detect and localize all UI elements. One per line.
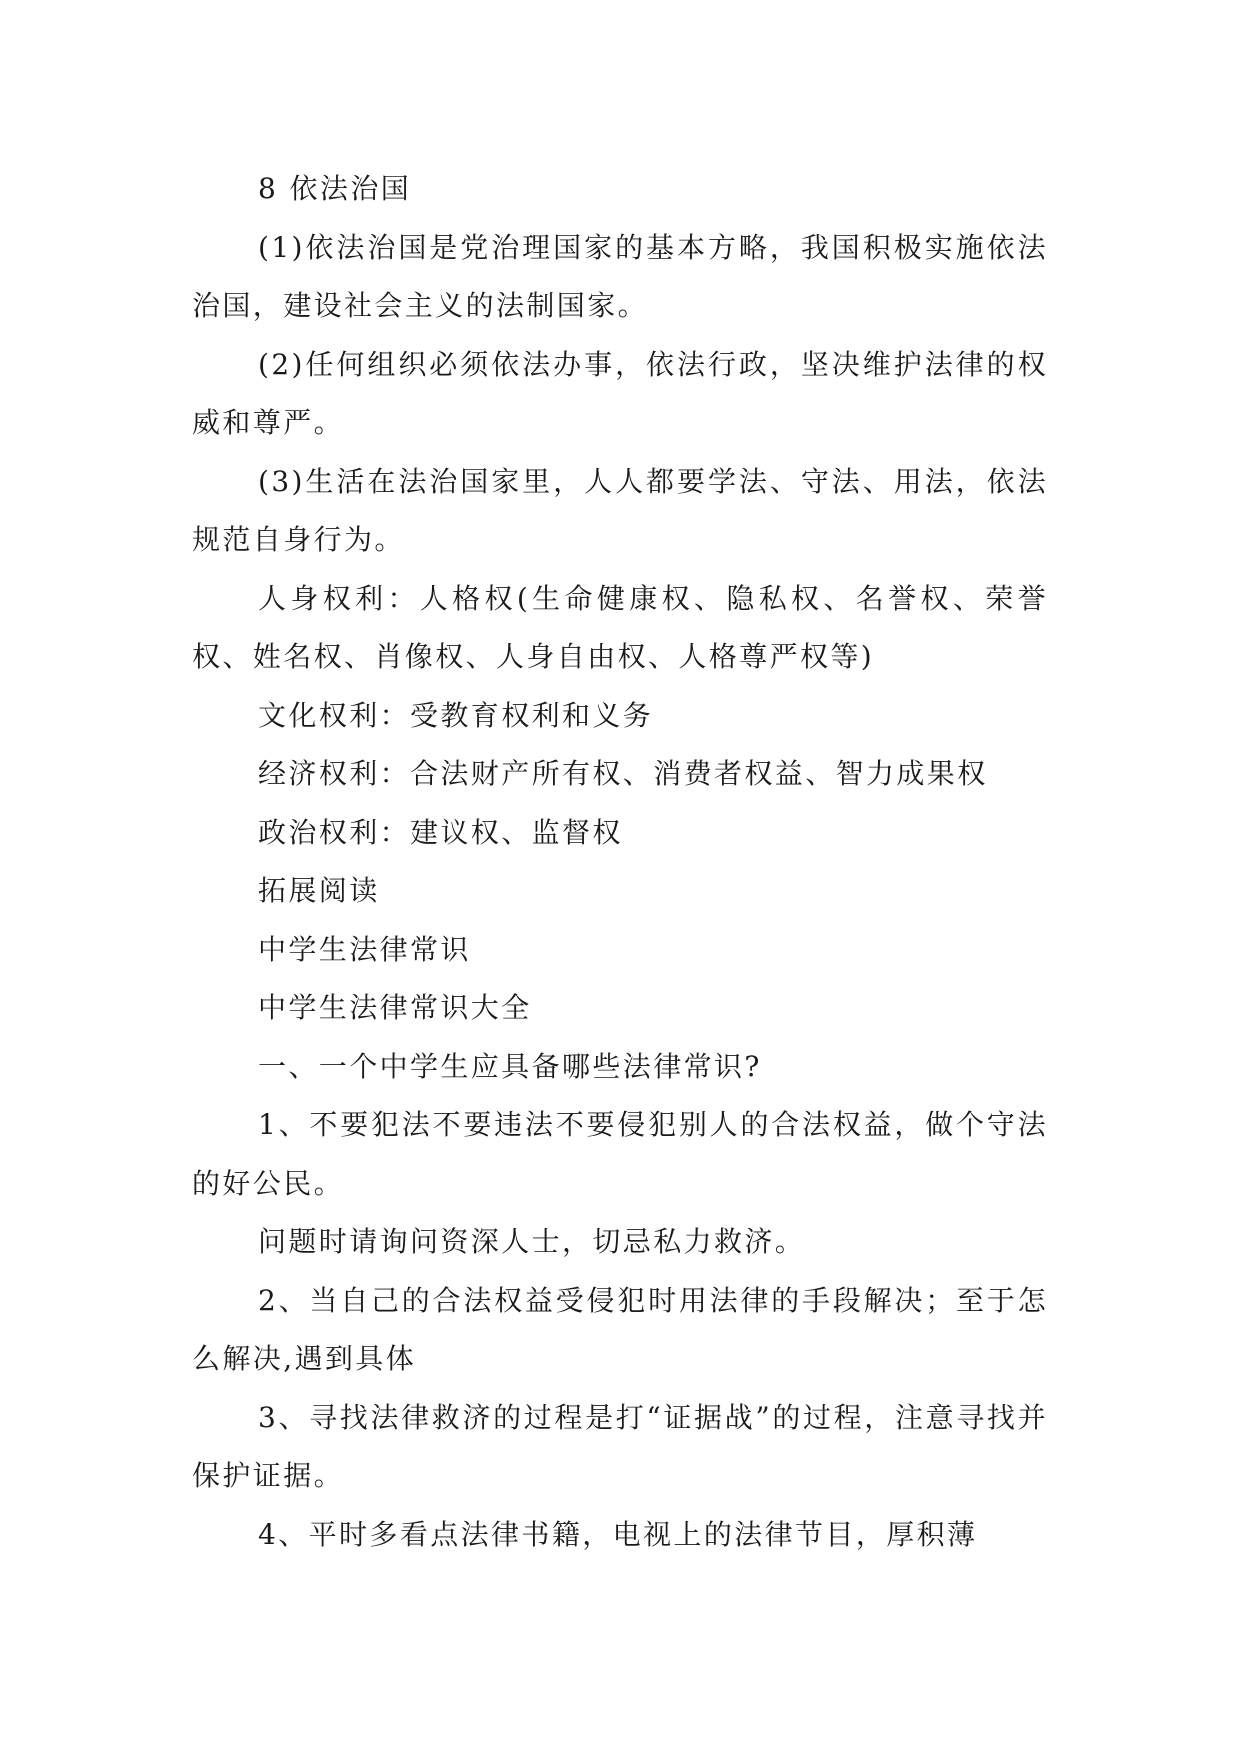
paragraph: 问题时请询问资深人士，切忌私力救济。 bbox=[258, 1225, 806, 1258]
paragraph: (3)生活在法治国家里，人人都要学法、守法、用法，依法规范自身行为。 bbox=[192, 464, 1048, 556]
paragraph: 经济权利：合法财产所有权、消费者权益、智力成果权 bbox=[258, 757, 988, 790]
paragraph: 人身权利：人格权(生命健康权、隐私权、名誉权、荣誉权、姓名权、肖像权、人身自由权、人格尊严权等) bbox=[192, 581, 1048, 673]
section-heading: 8 依法治国 bbox=[258, 172, 412, 205]
paragraph: (2)任何组织必须依法办事，依法行政，坚决维护法律的权威和尊严。 bbox=[192, 347, 1048, 439]
paragraph: 拓展阅读 bbox=[258, 874, 380, 907]
paragraph: 文化权利：受教育权利和义务 bbox=[258, 698, 654, 732]
document-body bbox=[192, 160, 1048, 1564]
paragraph: 3、寻找法律救济的过程是打“证据战”的过程，注意寻找并保护证据。 bbox=[192, 1400, 1048, 1492]
paragraph: (1)依法治国是党治理国家的基本方略，我国积极实施依法治国，建设社会主义的法制国家。 bbox=[192, 230, 1048, 322]
paragraph: 1、不要犯法不要违法不要侵犯别人的合法权益，做个守法的好公民。 bbox=[192, 1108, 1048, 1200]
paragraph: 一、一个中学生应具备哪些法律常识? bbox=[258, 1049, 762, 1083]
paragraph: 政治权利：建议权、监督权 bbox=[258, 815, 623, 849]
paragraph: 中学生法律常识 bbox=[258, 932, 471, 966]
paragraph: 2、当自己的合法权益受侵犯时用法律的手段解决；至于怎么解决,遇到具体 bbox=[192, 1283, 1048, 1375]
paragraph: 4、平时多看点法律书籍，电视上的法律节目，厚积薄 bbox=[258, 1517, 978, 1551]
paragraph: 中学生法律常识大全 bbox=[258, 991, 532, 1024]
